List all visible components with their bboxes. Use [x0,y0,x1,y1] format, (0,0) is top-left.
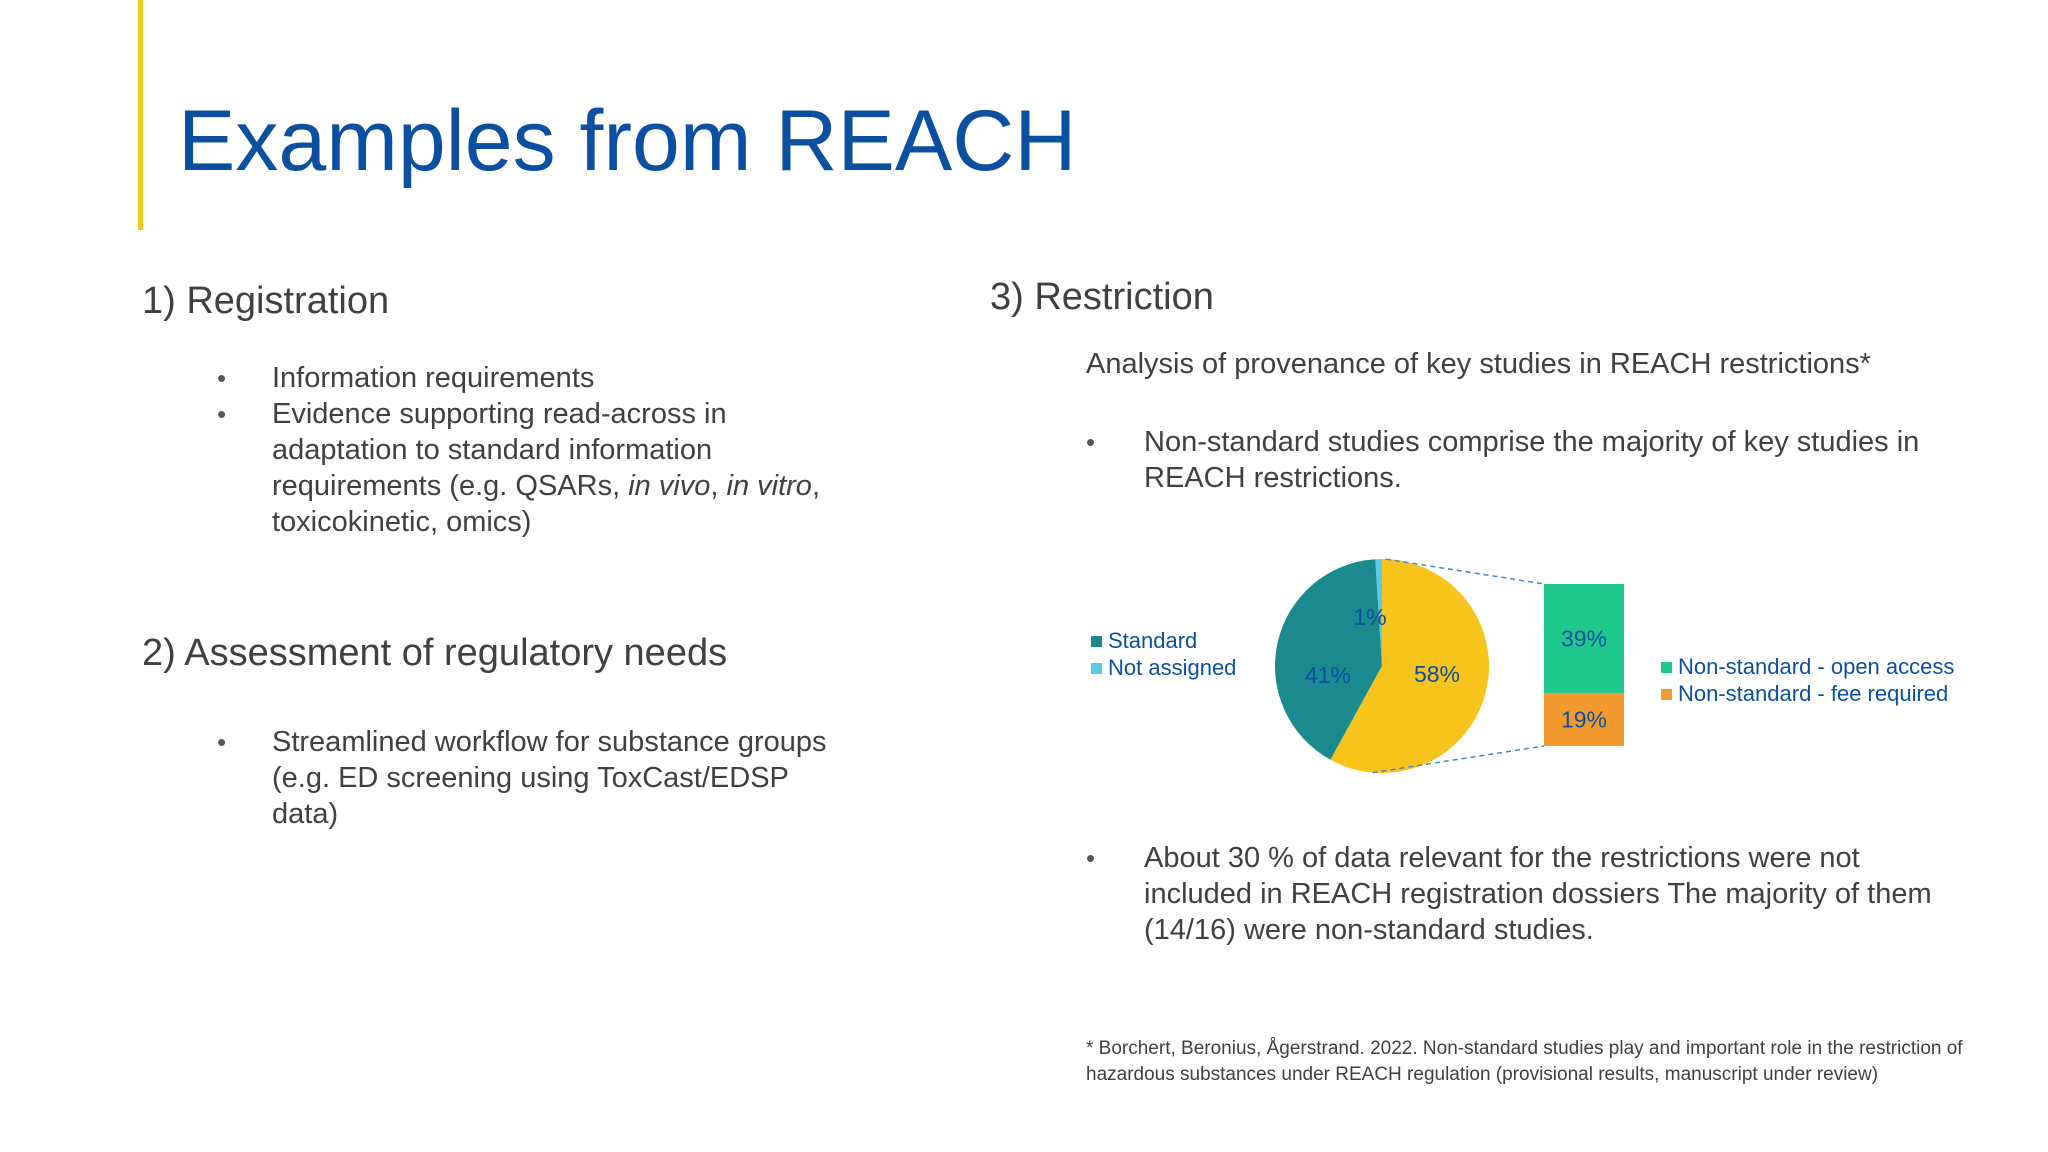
bullet-text: , [710,470,727,502]
accent-bar [138,0,143,230]
pie-label-1: 1% [1353,604,1387,630]
bar-label-0: 39% [1560,625,1608,652]
pie-of-bar-chart [1080,540,2020,800]
list-item: • Streamlined workflow for substance groups (e.g. ED screening using ToxCast/EDSP data) [222,724,862,832]
pie-label-0: 41% [1304,662,1352,688]
footnote: * Borchert, Beronius, Ågerstrand. 2022. Non-standard studies play and important role in the restriction of hazardous substances under REACH regulation (provisional results, manuscript under review) [1086,1038,1963,1085]
list-item: • About 30 % of data relevant for the restrictions were not included in REACH registration dossiers The majority of them (14/16) were non-standard studies. [1086,840,1966,948]
legend-swatch-left-1 [1091,663,1102,674]
registration-heading: 1) Registration [142,280,390,322]
chart-svg [1080,540,2020,800]
restriction-heading: 3) Restriction [990,276,1214,318]
legend-left-label-0: Standard [1108,628,1198,653]
legend-swatch-right-0 [1661,662,1672,673]
list-item: • Non-standard studies comprise the majority of key studies in REACH restrictions. [1086,424,1966,496]
chart-subtitle: Analysis of provenance of key studies in REACH restrictions* [1086,348,1871,380]
restriction-bullets-2 [1086,840,1966,948]
bullet-text: , toxicokinetic, omics) [272,470,820,538]
legend-swatch-left-0 [1091,636,1102,647]
list-item: • Information requirements [222,360,862,396]
legend-right-label-1: Non-standard - fee required [1678,681,1949,706]
bar-label-1: 19% [1560,706,1608,733]
slide-title: Examples from REACH [178,93,1077,189]
pie-label-2: 58% [1413,661,1461,687]
assessment-bullets [222,724,862,832]
bullet-italic: in vivo [628,470,711,502]
registration-bullets [222,360,862,540]
legend-right-label-0: Non-standard - open access [1678,654,1955,679]
assessment-heading: 2) Assessment of regulatory needs [142,632,728,674]
restriction-bullets-1 [1086,424,1966,496]
legend-left-label-1: Not assigned [1108,655,1237,680]
legend-swatch-right-1 [1661,689,1672,700]
bullet-italic: in vitro [726,470,812,502]
bullet-text: Evidence supporting read-across in adaptation to standard information requirements (e.g. QSARs, [272,398,727,502]
list-item [222,396,862,540]
